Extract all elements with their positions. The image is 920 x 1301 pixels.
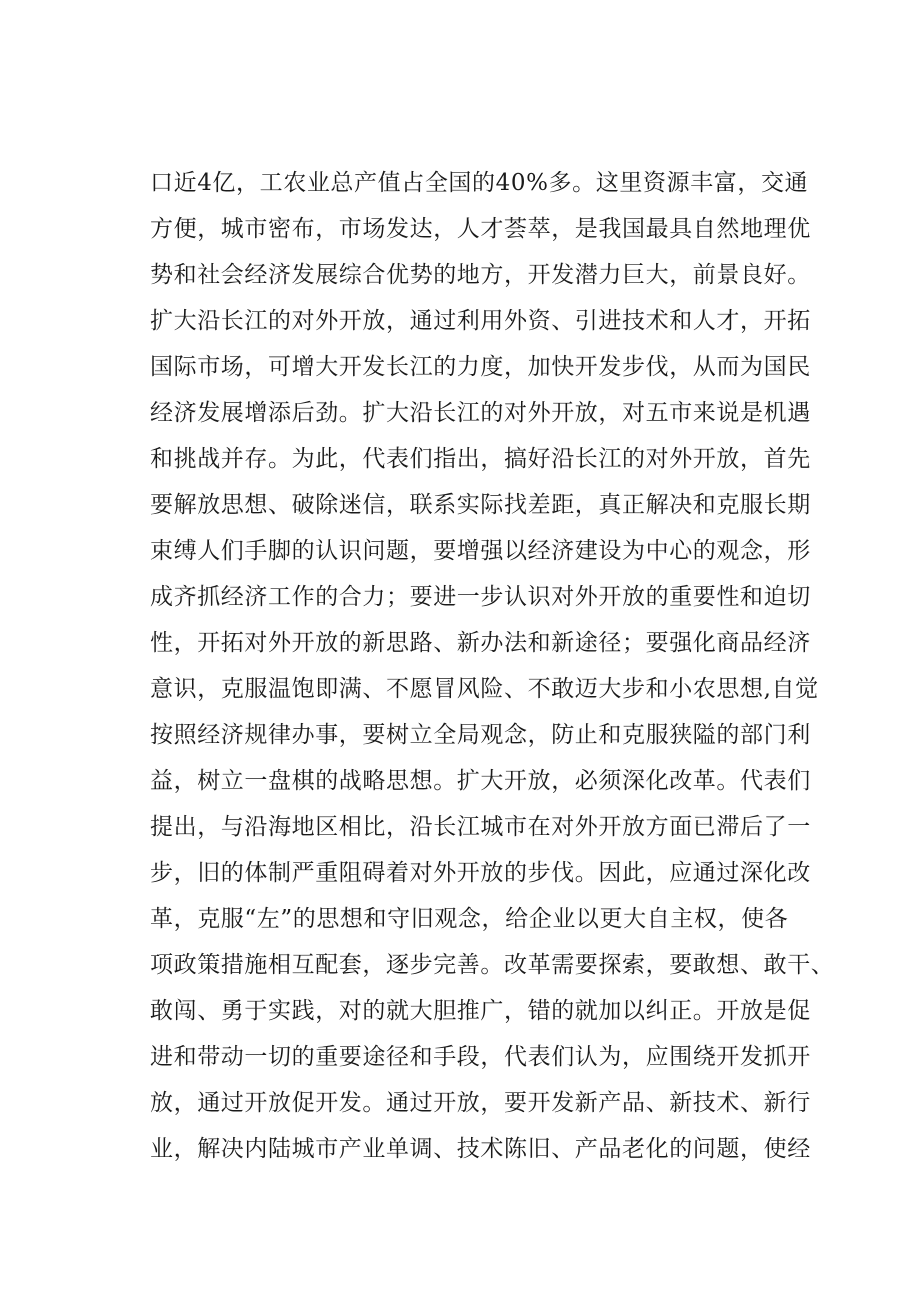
- text-line: 要解放思想、破除迷信，联系实际找差距，真正解决和克服长期: [150, 492, 811, 518]
- text-line: 意识，克服温饱即满、不愿冒风险、不敢迈大步和小农思想,自觉: [150, 676, 819, 702]
- body-paragraph: [150, 160, 835, 1172]
- text-line: 成齐抓经济工作的合力；要进一步认识对外开放的重要性和迫切: [150, 584, 811, 610]
- text-line: 束缚人们手脚的认识问题，要增强以经济建设为中心的观念，形: [150, 538, 811, 564]
- text-line: 项政策措施相互配套，逐步完善。改革需要探索，要敢想、敢干、: [150, 952, 835, 978]
- text-line: 口近4亿，工农业总产值占全国的40%多。这里资源丰富，交通: [150, 170, 809, 196]
- text-line: 按照经济规律办事，要树立全局观念，防止和克服狭隘的部门利: [150, 722, 811, 748]
- text-line: 革，克服“左”的思想和守旧观念，给企业以更大自主权，使各: [150, 906, 789, 932]
- text-line: 放，通过开放促开发。通过开放，要开发新产品、新技术、新行: [150, 1090, 811, 1116]
- text-line: 势和社会经济发展综合优势的地方，开发潜力巨大，前景良好。: [150, 262, 811, 288]
- text-line: 扩大沿长江的对外开放，通过利用外资、引进技术和人才，开拓: [150, 308, 811, 334]
- text-line: 经济发展增添后劲。扩大沿长江的对外开放，对五市来说是机遇: [150, 400, 811, 426]
- text-line: 步，旧的体制严重阻碍着对外开放的步伐。因此，应通过深化改: [150, 860, 811, 886]
- text-line: 业，解决内陆城市产业单调、技术陈旧、产品老化的问题，使经: [150, 1136, 811, 1162]
- text-line: 和挑战并存。为此，代表们指出，搞好沿长江的对外开放，首先: [150, 446, 811, 472]
- text-line: 敢闯、勇于实践，对的就大胆推广，错的就加以纠正。开放是促: [150, 998, 811, 1024]
- text-line: 进和带动一切的重要途径和手段，代表们认为，应围绕开发抓开: [150, 1044, 811, 1070]
- text-line: 提出，与沿海地区相比，沿长江城市在对外开放方面已滞后了一: [150, 814, 811, 840]
- text-line: 国际市场，可增大开发长江的力度，加快开发步伐，从而为国民: [150, 354, 811, 380]
- text-line: 方便，城市密布，市场发达，人才荟萃，是我国最具自然地理优: [150, 216, 811, 242]
- text-line: 性，开拓对外开放的新思路、新办法和新途径；要强化商品经济: [150, 630, 811, 656]
- text-line: 益，树立一盘棋的战略思想。扩大开放，必须深化改革。代表们: [150, 768, 811, 794]
